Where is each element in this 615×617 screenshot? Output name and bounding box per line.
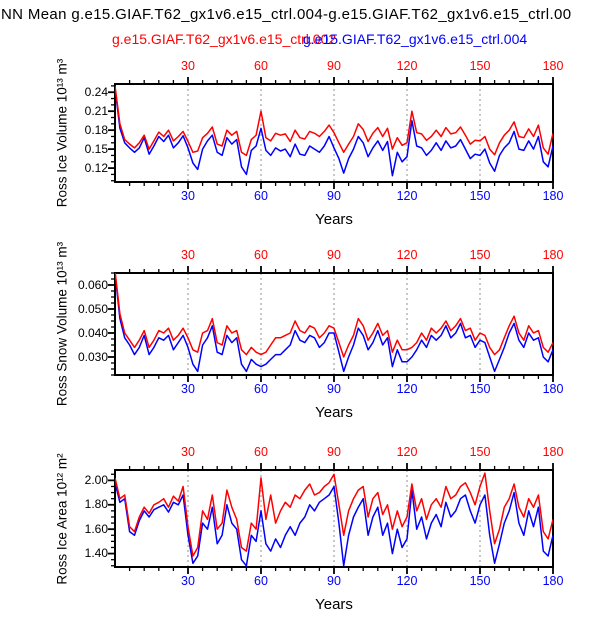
y-axis-title: Ross Ice Volume 10¹³ m³ bbox=[54, 58, 70, 208]
xtick-label-top: 90 bbox=[327, 59, 341, 73]
xtick-label-top: 180 bbox=[542, 59, 564, 73]
xtick-label-bottom: 60 bbox=[254, 574, 268, 588]
ytick-label: 2.00 bbox=[84, 472, 108, 487]
ytick-label: 0.050 bbox=[77, 301, 108, 316]
ytick-label: 1.80 bbox=[84, 497, 108, 512]
xtick-label-top: 60 bbox=[254, 445, 268, 459]
xtick-label-bottom: 150 bbox=[469, 382, 491, 396]
xtick-label-bottom: 30 bbox=[181, 382, 195, 396]
xtick-label-top: 150 bbox=[469, 248, 491, 262]
xtick-label-top: 120 bbox=[396, 445, 418, 459]
ytick-label: 0.24 bbox=[84, 84, 108, 99]
xtick-label-bottom: 30 bbox=[181, 189, 195, 203]
xtick-label-bottom: 180 bbox=[542, 574, 564, 588]
xtick-label-bottom: 120 bbox=[396, 382, 418, 396]
ytick-label: 0.060 bbox=[77, 277, 108, 292]
xtick-label-bottom: 60 bbox=[254, 189, 268, 203]
ytick-label: 0.15 bbox=[84, 141, 108, 156]
ytick-label: 0.18 bbox=[84, 122, 108, 137]
xtick-label-top: 90 bbox=[327, 445, 341, 459]
xtick-label-top: 30 bbox=[181, 445, 195, 459]
xtick-label-bottom: 180 bbox=[542, 382, 564, 396]
legend-red-label: g.e15.GIAF.T62_gx1v6.e15_ctrl.002 bbox=[112, 31, 337, 47]
xtick-label-bottom: 120 bbox=[396, 574, 418, 588]
xtick-label-bottom: 150 bbox=[469, 574, 491, 588]
xtick-label-top: 180 bbox=[542, 445, 564, 459]
xtick-label-bottom: 180 bbox=[542, 189, 564, 203]
x-axis-title: Years bbox=[315, 404, 353, 421]
xtick-label-bottom: 60 bbox=[254, 382, 268, 396]
ytick-label: 0.040 bbox=[77, 325, 108, 340]
y-axis-title: Ross Snow Volume 10¹³ m³ bbox=[54, 241, 70, 407]
xtick-label-top: 120 bbox=[396, 248, 418, 262]
xtick-label-top: 30 bbox=[181, 59, 195, 73]
xtick-label-top: 90 bbox=[327, 248, 341, 262]
xtick-label-bottom: 90 bbox=[327, 189, 341, 203]
xtick-label-top: 180 bbox=[542, 248, 564, 262]
xtick-label-bottom: 30 bbox=[181, 574, 195, 588]
xtick-label-top: 150 bbox=[469, 445, 491, 459]
series-line-blue_series bbox=[115, 273, 553, 371]
xtick-label-bottom: 120 bbox=[396, 189, 418, 203]
xtick-label-top: 30 bbox=[181, 248, 195, 262]
xtick-label-top: 60 bbox=[254, 59, 268, 73]
ytick-label: 0.12 bbox=[84, 160, 108, 175]
y-axis-title: Ross Ice Area 10¹² m² bbox=[54, 452, 70, 585]
x-axis-title: Years bbox=[315, 596, 353, 613]
xtick-label-bottom: 150 bbox=[469, 189, 491, 203]
ytick-label: 1.40 bbox=[84, 546, 108, 561]
xtick-label-top: 150 bbox=[469, 59, 491, 73]
legend-blue-label: g.e15.GIAF.T62_gx1v6.e15_ctrl.004 bbox=[303, 31, 528, 47]
xtick-label-bottom: 90 bbox=[327, 382, 341, 396]
ytick-label: 1.60 bbox=[84, 521, 108, 536]
xtick-label-top: 60 bbox=[254, 248, 268, 262]
ytick-label: 0.21 bbox=[84, 103, 108, 118]
xtick-label-top: 120 bbox=[396, 59, 418, 73]
page-title: NN Mean g.e15.GIAF.T62_gx1v6.e15_ctrl.004-g.e15.GIAF.T62_gx1v6.e15_ctrl.00 bbox=[1, 6, 572, 23]
ytick-label: 0.030 bbox=[77, 349, 108, 364]
xtick-label-bottom: 90 bbox=[327, 574, 341, 588]
x-axis-title: Years bbox=[315, 211, 353, 228]
